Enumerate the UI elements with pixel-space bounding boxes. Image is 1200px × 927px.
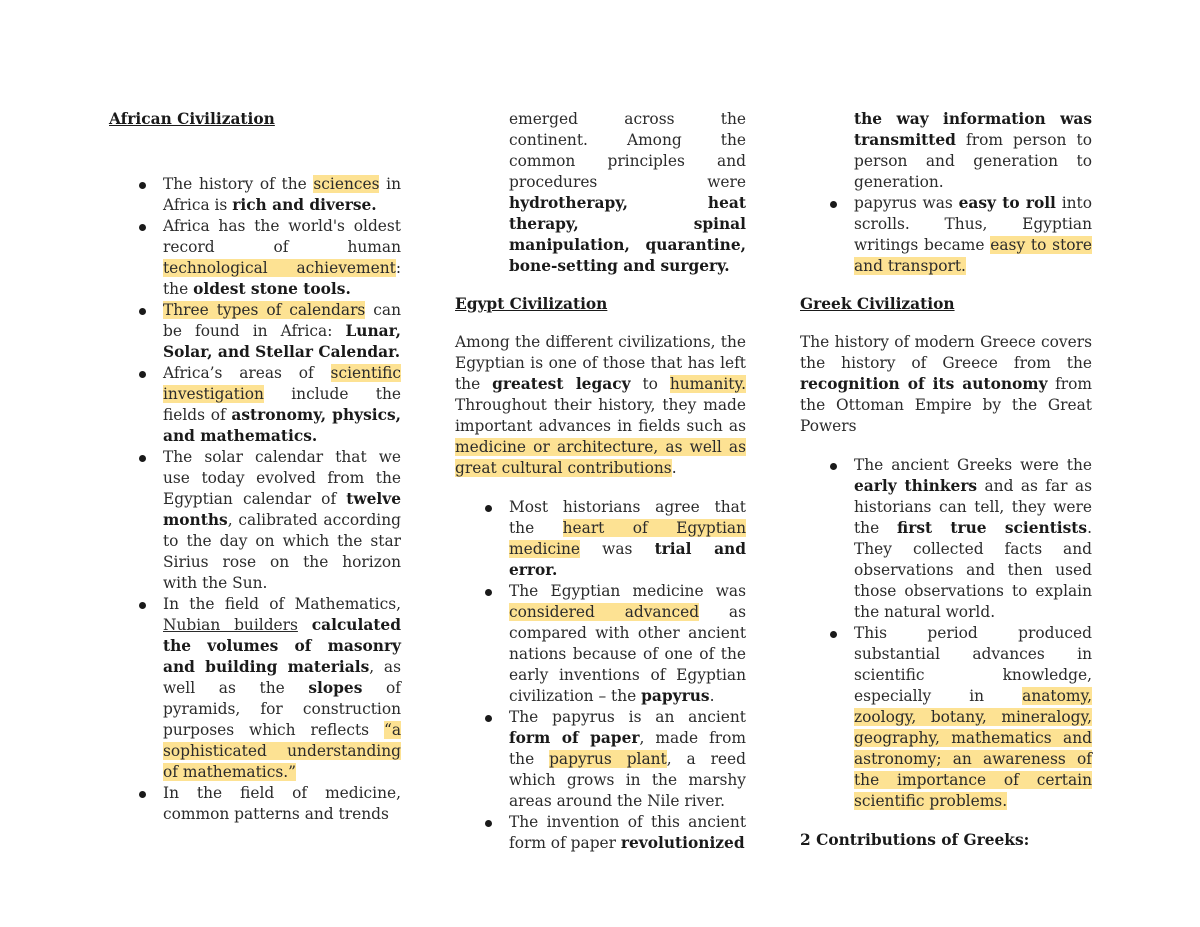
medicine-continuation: emerged across the continent. Among the common principles and procedures were hydrotherapy, heat therapy, spinal manipulation, quarantine, bone-setting and surgery. xyxy=(509,110,746,275)
greek-bullet-list xyxy=(800,455,1092,812)
list-item: The solar calendar that we use today evolved from the Egyptian calendar of twelve months, calibrated according to the day on which the star Sirius rose on the horizon with the Sun. xyxy=(109,447,401,594)
list-item: The invention of this ancient form of paper revolutionized xyxy=(455,812,746,854)
list-item: Most historians agree that the heart of Egyptian medicine was trial and error. xyxy=(455,497,746,581)
list-item: In the field of medicine, common patterns and trends xyxy=(109,783,401,825)
list-item: Africa’s areas of scientific investigation include the fields of astronomy, physics, and mathematics. xyxy=(109,363,401,447)
egypt-intro-paragraph: Among the different civilizations, the Egyptian is one of those that has left the greatest legacy to humanity. Throughout their history, they made important advances in fields such as medicine or architecture, as well as great cultural contributions. xyxy=(455,333,746,477)
list-item: Africa has the world's oldest record of human technological achievement: the oldest stone tools. xyxy=(109,216,401,300)
papyrus-bullet-list xyxy=(800,193,1092,277)
column-african xyxy=(109,109,401,825)
list-item: The ancient Greeks were the early thinkers and as far as historians can tell, they were the first true scientists. They collected facts and observations and then used those observations to explain the natural world. xyxy=(800,455,1092,623)
column-greek xyxy=(800,109,1092,851)
list-item: In the field of Mathematics, Nubian builders calculated the volumes of masonry and building materials, as well as the slopes of pyramids, for construction purposes which reflects “a sophisticated understanding of mathematics.” xyxy=(109,594,401,783)
heading-egypt-civilization: Egypt Civilization xyxy=(455,295,608,313)
list-item: This period produced substantial advances in scientific knowledge, especially in anatomy, zoology, botany, mineralogy, geography, mathematics and astronomy; an awareness of the importance of certain scientific problems. xyxy=(800,623,1092,812)
greek-contributions-heading: 2 Contributions of Greeks: xyxy=(800,831,1030,849)
list-item: Three types of calendars can be found in Africa: Lunar, Solar, and Stellar Calendar. xyxy=(109,300,401,363)
papyrus-continuation: the way information was transmitted from person to person and generation to generation. xyxy=(854,110,1092,191)
list-item: The Egyptian medicine was considered advanced as compared with other ancient nations because of one of the early inventions of Egyptian civilization – the papyrus. xyxy=(455,581,746,707)
column-egypt xyxy=(455,109,746,854)
egypt-bullet-list xyxy=(455,497,746,854)
heading-african-civilization: African Civilization xyxy=(109,110,275,128)
greek-intro-paragraph: The history of modern Greece covers the history of Greece from the recognition of its autonomy from the Ottoman Empire by the Great Powers xyxy=(800,333,1092,435)
list-item: The papyrus is an ancient form of paper, made from the papyrus plant, a reed which grows in the marshy areas around the Nile river. xyxy=(455,707,746,812)
heading-greek-civilization: Greek Civilization xyxy=(800,295,955,313)
african-bullet-list xyxy=(109,174,401,825)
list-item: papyrus was easy to roll into scrolls. Thus, Egyptian writings became easy to store and transport. xyxy=(800,193,1092,277)
list-item: The history of the sciences in Africa is rich and diverse. xyxy=(109,174,401,216)
